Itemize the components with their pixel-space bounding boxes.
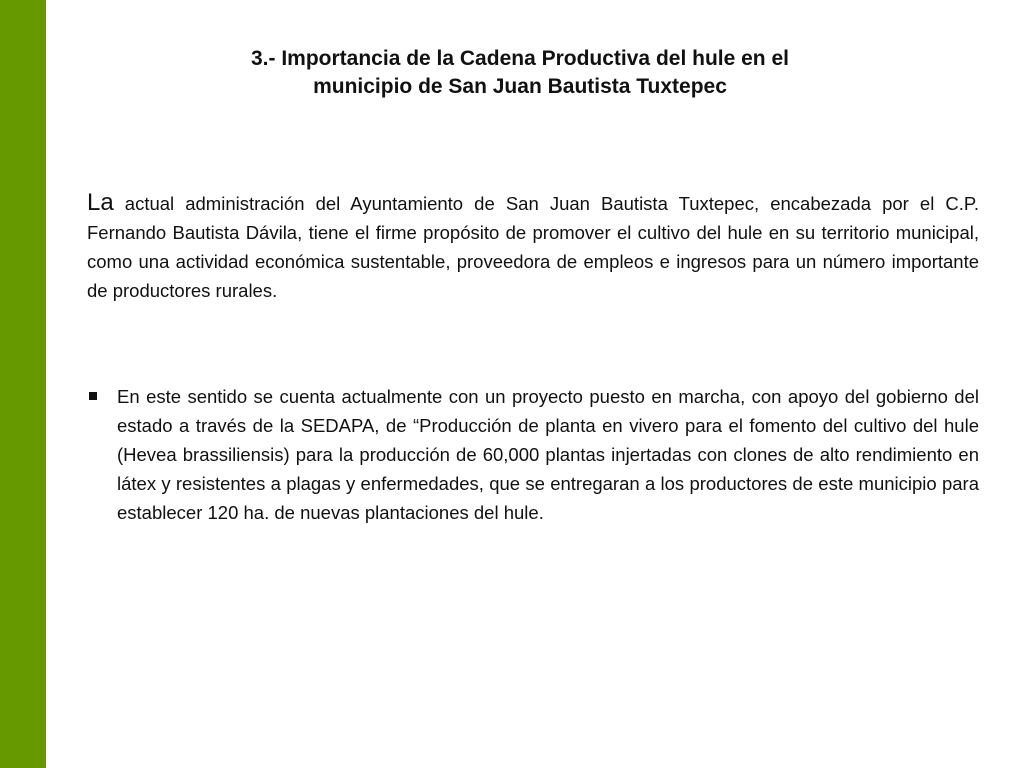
intro-paragraph bbox=[87, 188, 979, 305]
slide-title: 3.- Importancia de la Cadena Productiva del hule en el municipio de San Juan Bautista Tuxtepec bbox=[251, 47, 789, 98]
left-accent-bar bbox=[0, 0, 46, 768]
bullet-text: En este sentido se cuenta actualmente con un proyecto puesto en marcha, con apoyo del gobierno del estado a través de la SEDAPA, de “Producción de planta en vivero para el fomento del cultivo del hule (Hevea brassiliensis) para la producción de 60,000 plantas injertadas con clones de alto rendimiento en látex y resistentes a plagas y enfermedades, que se entregaran a los productores de este municipio para establecer 120 ha. de nuevas plantaciones del hule. bbox=[117, 386, 979, 523]
intro-lead-word: La bbox=[87, 189, 114, 216]
intro-text: actual administración del Ayuntamiento de San Juan Bautista Tuxtepec, encabezada por el C.P. Fernando Bautista Dávila, tiene el firme propósito de promover el cultivo del hule en su territorio municipal, como una actividad económica sustentable, proveedora de empleos e ingresos para un número importante de productores rurales. bbox=[87, 193, 979, 301]
bullet-item bbox=[87, 382, 979, 527]
square-bullet-icon bbox=[89, 392, 97, 400]
